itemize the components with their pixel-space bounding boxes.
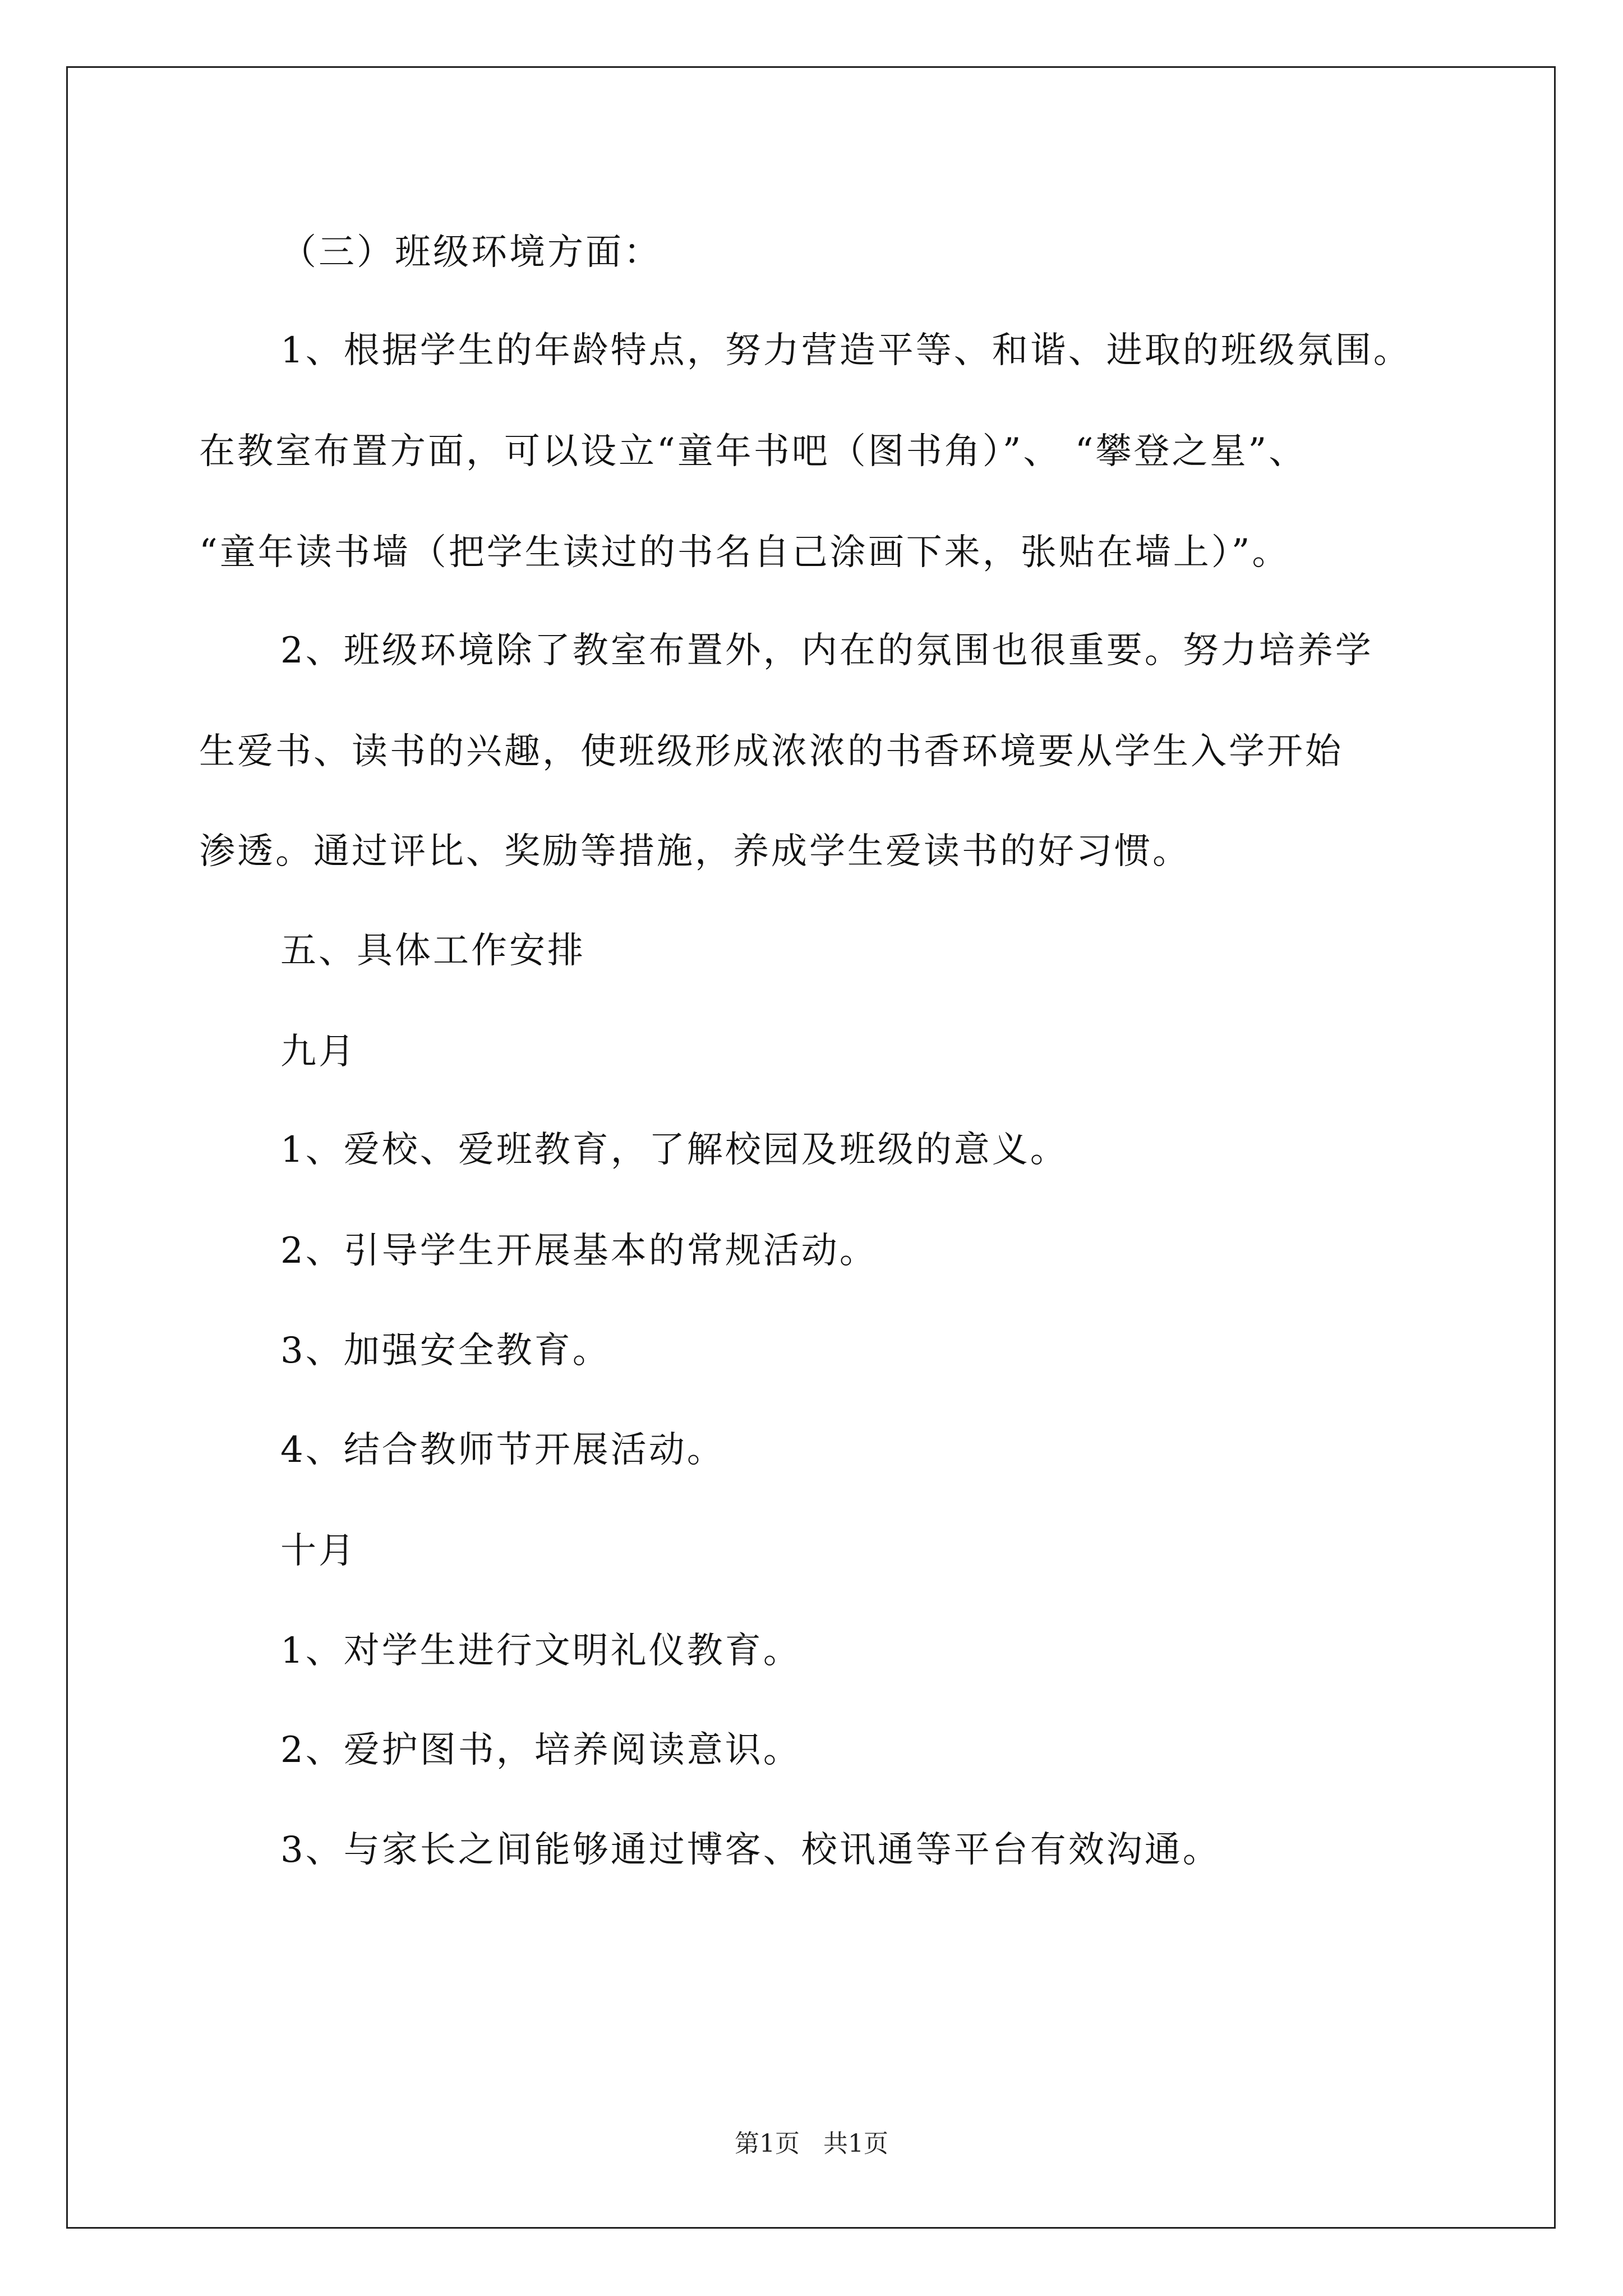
paragraph-line: “童年读书墙（把学生读过的书名自己涂画下来，张贴在墙上）”。 <box>199 532 1290 573</box>
page-number: 第1页 <box>735 2129 800 2158</box>
page-total: 共1页 <box>823 2129 888 2158</box>
list-item: 3、与家长之间能够通过博客、校讯通等平台有效沟通。 <box>280 1829 1221 1871</box>
paragraph-line: 渗透。通过评比、奖励等措施，养成学生爱读书的好习惯。 <box>199 831 1191 872</box>
paragraph-line: 1、根据学生的年龄特点，努力营造平等、和谐、进取的班级氛围。 <box>280 330 1412 371</box>
paragraph-line: 生爱书、读书的兴趣，使班级形成浓浓的书香环境要从学生入学开始 <box>199 731 1343 772</box>
paragraph-line: 在教室布置方面，可以设立“童年书吧（图书角）”、 “攀登之星”、 <box>199 431 1307 472</box>
list-item: 2、引导学生开展基本的常规活动。 <box>280 1230 878 1272</box>
paragraph-line: 2、班级环境除了教室布置外，内在的氛围也很重要。努力培养学 <box>280 630 1373 671</box>
list-item: 1、对学生进行文明礼仪教育。 <box>280 1630 801 1672</box>
list-item: 4、结合教师节开展活动。 <box>280 1429 725 1471</box>
month-heading-october: 十月 <box>280 1530 357 1572</box>
page-footer <box>0 2123 1623 2159</box>
section-heading-work-plan: 五、具体工作安排 <box>280 930 585 972</box>
month-heading-september: 九月 <box>280 1031 357 1073</box>
list-item: 2、爱护图书，培养阅读意识。 <box>280 1729 801 1771</box>
list-item: 1、爱校、爱班教育，了解校园及班级的意义。 <box>280 1129 1068 1171</box>
section-heading-class-environment: （三）班级环境方面： <box>280 232 662 273</box>
list-item: 3、加强安全教育。 <box>280 1330 611 1372</box>
